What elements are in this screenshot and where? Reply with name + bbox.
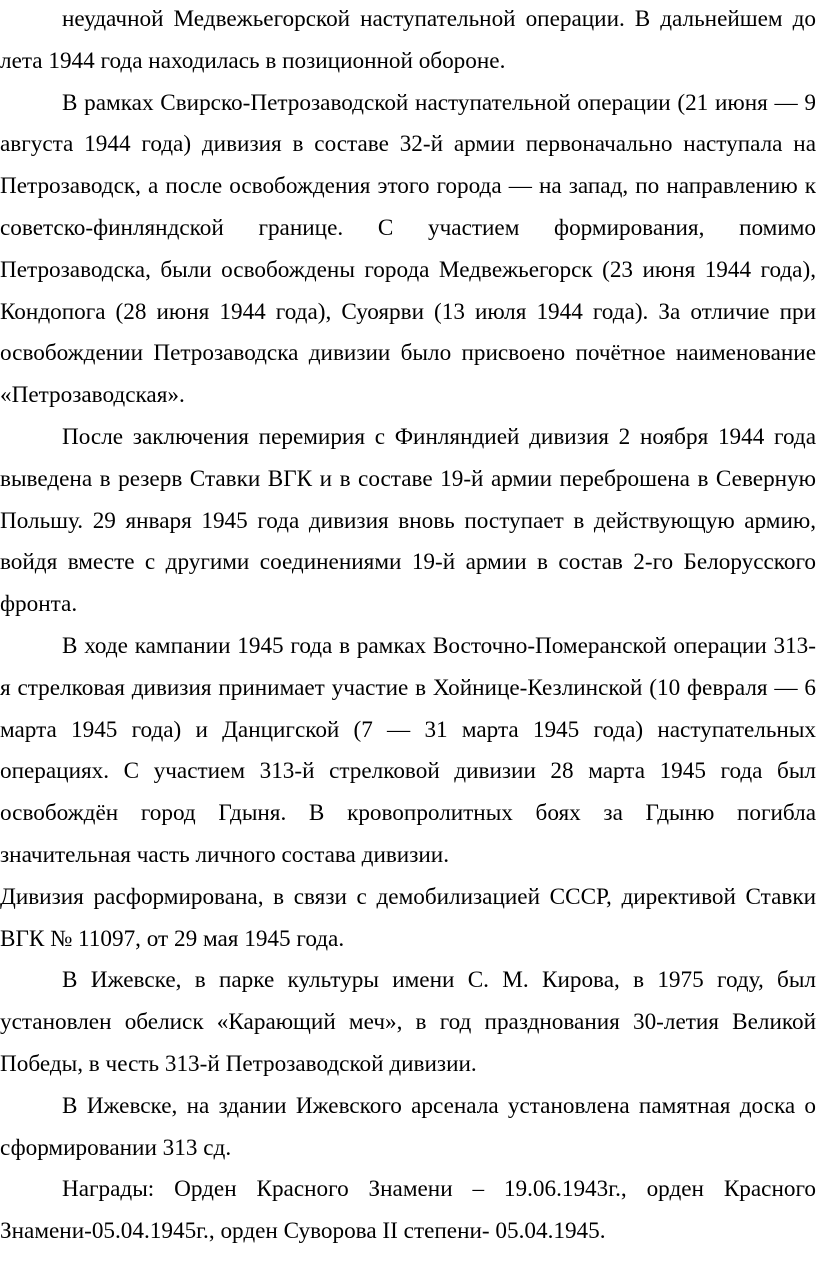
paragraph-svir-petrozavodsk-operation: В рамках Свирско-Петрозаводской наступательной операции (21 июня — 9 августа 1944 года) дивизия в составе 32-й армии первоначально наступала на Петрозаводск, а после освобождения этого города — на запад, по направлению к советско-финляндской границе. С участием формирования, помимо Петрозаводска, были освобождены города Медвежьегорск (23 июня 1944 года), Кондопога (28 июня 1944 года), Суоярви (13 июля 1944 года). За отличие при освобождении Петрозаводска дивизии было присвоено почётное наименование «Петрозаводская».	[0, 89, 816, 409]
paragraph-izhevsk-obelisk: В Ижевске, в парке культуры имени С. М. Кирова, в 1975 году, был установлен обелиск «Карающий меч», в год празднования 30-летия Великой Победы, в честь 313-й Петрозаводской дивизии.	[0, 967, 816, 1077]
paragraph-disbandment: Дивизия расформирована, в связи с демобилизацией СССР, директивой Ставки ВГК № 11097, от 29 мая 1945 года.	[0, 883, 816, 952]
paragraph-awards: Награды: Орден Красного Знамени – 19.06.1943г., орден Красного Знамени-05.04.1945г., орден Суворова II степени- 05.04.1945.	[0, 1176, 816, 1245]
paragraph-east-pomeranian-operation: В ходе кампании 1945 года в рамках Восточно-Померанской операции 313-я стрелковая дивизия принимает участие в Хойнице-Кезлинской (10 февраля — 6 марта 1945 года) и Данцигской (7 — 31 марта 1945 года) наступательных операциях. С участием 313-й стрелковой дивизии 28 марта 1945 года был освобождён город Гдыня. В кровопролитных боях за Гдыню погибла значительная часть личного состава дивизии.	[0, 632, 816, 868]
paragraph-izhevsk-plaque: В Ижевске, на здании Ижевского арсенала установлена памятная доска о сформировании 313 сд.	[0, 1092, 816, 1161]
paragraph-finland-armistice: После заключения перемирия с Финляндией дивизия 2 ноября 1944 года выведена в резерв Ставки ВГК и в составе 19-й армии переброшена в Северную Польшу. 29 января 1945 года дивизия вновь поступает в действующую армию, войдя вместе с другими соединениями 19-й армии в состав 2-го Белорусского фронта.	[0, 423, 816, 618]
paragraph-continuation: неудачной Медвежьегорской наступательной операции. В дальнейшем до лета 1944 года находилась в позиционной обороне.	[0, 6, 816, 74]
